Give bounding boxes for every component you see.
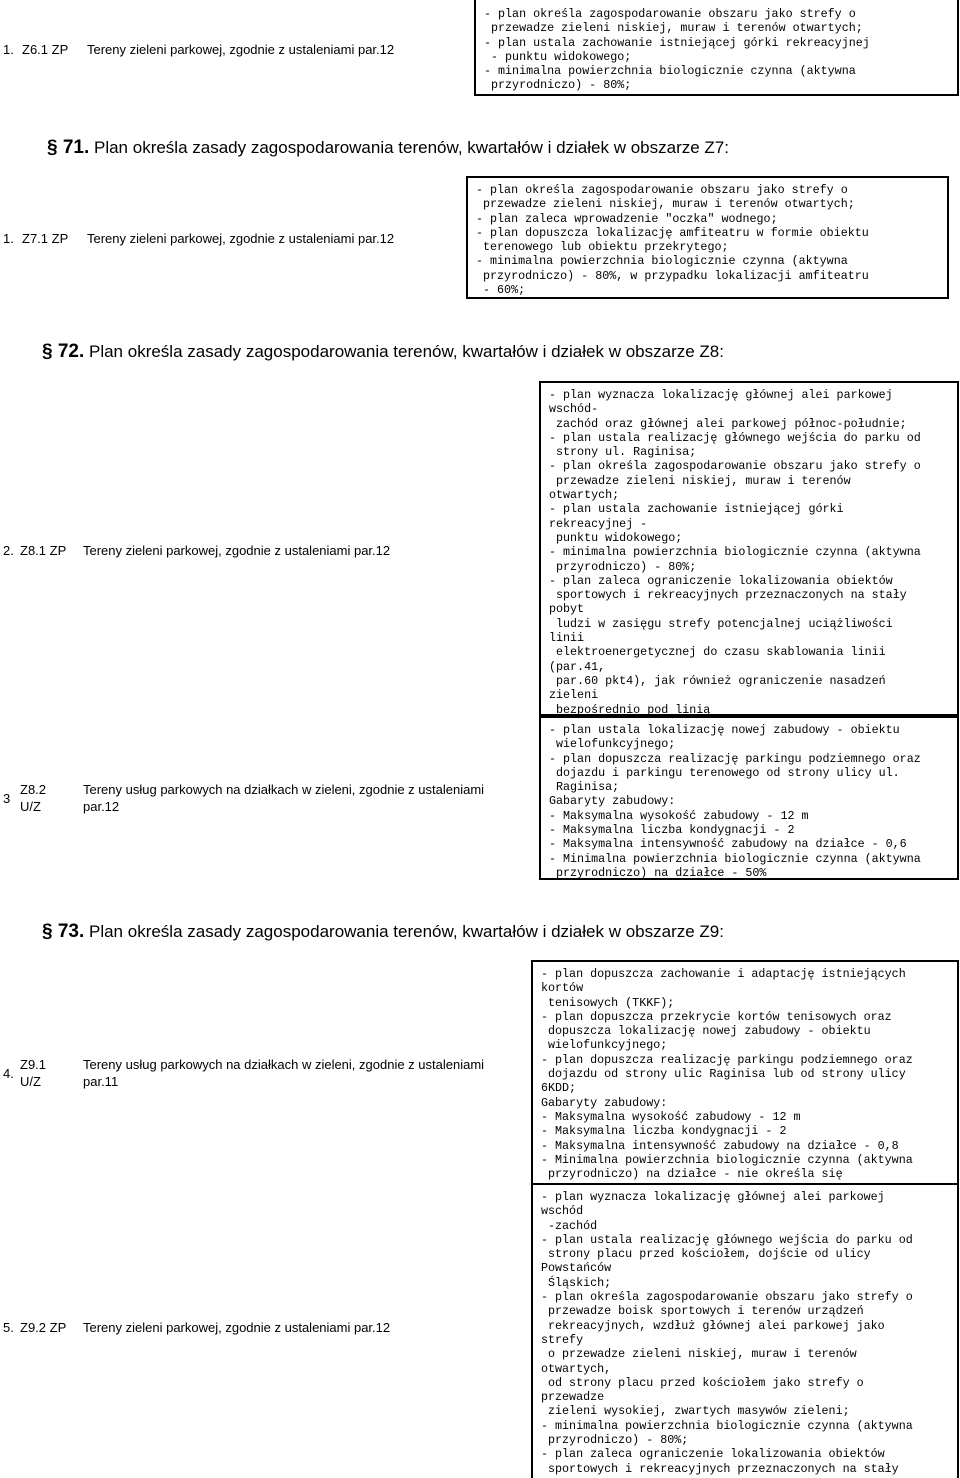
regulation-line: - Maksymalna liczba kondygnacji - 2 bbox=[549, 823, 795, 838]
regulation-line: - Maksymalna liczba kondygnacji - 2 bbox=[541, 1124, 787, 1139]
regulation-line: wschód bbox=[541, 1204, 584, 1219]
regulation-line: rekreacyjnych, wzdłuż głównej alei parkowej jako bbox=[541, 1318, 885, 1333]
regulation-line: linii bbox=[549, 631, 585, 646]
regulation-line: (par.41, bbox=[549, 659, 606, 674]
regulation-line: zieleni wysokiej, zwartych masywów zieleni; bbox=[541, 1404, 850, 1419]
zone-description: Tereny usług parkowych na działkach w zieleni, zgodnie z ustaleniami bbox=[83, 1057, 485, 1072]
section-title: Plan określa zasady zagospodarowania terenów, kwartałów i działek w obszarze Z9: bbox=[84, 922, 724, 941]
row-number: 4. bbox=[3, 1066, 14, 1081]
zone-description: Tereny zieleni parkowej, zgodnie z ustaleniami par.12 bbox=[87, 231, 395, 246]
zone-code: Z6.1 ZP bbox=[22, 42, 69, 57]
zone-description: Tereny zieleni parkowej, zgodnie z ustaleniami par.12 bbox=[83, 543, 391, 558]
regulation-line: par.60 pkt4), jak również ograniczenie nasadzeń bbox=[549, 673, 886, 688]
regulation-line: - plan dopuszcza realizację parkingu podziemnego oraz bbox=[549, 751, 921, 766]
regulation-line: wielofunkcyjnego; bbox=[549, 737, 676, 752]
regulation-line: - plan ustala zachowanie istniejącej górki bbox=[549, 502, 844, 517]
regulation-line: - plan ustala realizację głównego wejścia do parku od bbox=[549, 430, 921, 445]
regulation-line: - plan dopuszcza przekrycie kortów tenisowych oraz bbox=[541, 1009, 892, 1024]
section-number: § 71. bbox=[47, 137, 90, 158]
regulation-line: ludzi w zasięgu strefy potencjalnej uciążliwości bbox=[549, 616, 893, 631]
regulation-line: - plan zaleca ograniczenie lokalizowania obiektów bbox=[541, 1447, 885, 1462]
regulation-line: - Maksymalna wysokość zabudowy - 12 m bbox=[549, 808, 809, 823]
regulation-line: rekreacyjnej - bbox=[549, 516, 648, 531]
regulation-line: bezpośrednio pod linią bbox=[549, 702, 711, 717]
regulation-line: o przewadze zieleni niskiej, muraw i terenów bbox=[541, 1347, 857, 1362]
section-title: Plan określa zasady zagospodarowania terenów, kwartałów i działek w obszarze Z8: bbox=[84, 342, 724, 361]
row-number: 2. bbox=[3, 543, 14, 558]
regulation-line: sportowych i rekreacyjnych przeznaczonych na stały bbox=[549, 588, 907, 603]
regulation-line: przyrodniczo) - 80%; bbox=[549, 559, 697, 574]
regulation-line: kortów bbox=[541, 981, 584, 996]
section-title: Plan określa zasady zagospodarowania terenów, kwartałów i działek w obszarze Z7: bbox=[89, 138, 729, 157]
zone-code-suffix: U/Z bbox=[20, 1074, 41, 1089]
regulation-line: przyrodniczo) na działce - nie określa się bbox=[541, 1167, 843, 1182]
section-number: § 72. bbox=[42, 341, 85, 362]
regulation-line: strony placu przed kościołem, dojście od ulicy bbox=[541, 1247, 871, 1262]
regulation-line: - minimalna powierzchnia biologicznie czynna (aktywna bbox=[541, 1418, 913, 1433]
regulation-line: punktu widokowego; bbox=[549, 530, 683, 545]
section-heading-72 bbox=[42, 341, 724, 363]
regulation-line: - Maksymalna wysokość zabudowy - 12 m bbox=[541, 1109, 801, 1124]
regulation-line: - Minimalna powierzchnia biologicznie czynna (aktywna bbox=[549, 851, 921, 866]
regulation-line: zachód oraz głównej alei parkowej północ-południe; bbox=[549, 416, 907, 431]
regulation-line: - plan ustala lokalizację nowej zabudowy - obiektu bbox=[549, 723, 900, 737]
regulation-line: - minimalna powierzchnia biologicznie czynna (aktywna bbox=[549, 545, 921, 560]
regulation-line: przewadze boisk sportowych i terenów urządzeń bbox=[541, 1304, 864, 1319]
zone-code-suffix: U/Z bbox=[20, 799, 41, 814]
regulations-box-z9-2 bbox=[531, 1185, 959, 1478]
regulations-box-z8-2 bbox=[539, 716, 959, 880]
regulation-line: - plan ustala zachowanie istniejącej górki rekreacyjnej bbox=[484, 35, 870, 50]
regulation-line: dojazdu od strony ulic Raginisa lub od strony ulicy bbox=[541, 1067, 906, 1082]
zone-description: Tereny zieleni parkowej, zgodnie z ustaleniami par.12 bbox=[87, 42, 395, 57]
regulation-line: przewadze zieleni niskiej, muraw i terenów bbox=[549, 473, 851, 488]
row-number: 5. bbox=[3, 1320, 14, 1335]
regulations-box-z7-1 bbox=[466, 176, 949, 299]
zone-code: Z9.1 bbox=[20, 1057, 47, 1072]
zone-code: Z7.1 ZP bbox=[22, 231, 69, 246]
regulation-line: dopuszcza lokalizację nowej zabudowy - obiektu bbox=[541, 1024, 871, 1039]
zone-description-cont: par.12 bbox=[83, 799, 120, 814]
regulation-line: - plan wyznacza lokalizację głównej alei parkowej bbox=[549, 388, 893, 402]
regulation-line: - plan określa zagospodarowanie obszaru jako strefy o bbox=[484, 7, 856, 21]
regulation-line: - Maksymalna intensywność zabudowy na działce - 0,6 bbox=[549, 837, 907, 852]
regulation-line: - plan dopuszcza lokalizację amfiteatru w formie obiektu bbox=[476, 225, 869, 240]
regulation-line: Gabaryty zabudowy: bbox=[541, 1095, 668, 1110]
regulation-line: - minimalna powierzchnia biologicznie czynna (aktywna bbox=[484, 64, 856, 79]
row-number: 3 bbox=[3, 791, 11, 806]
zone-description: Tereny usług parkowych na działkach w zieleni, zgodnie z ustaleniami bbox=[83, 782, 485, 797]
regulation-line: - Maksymalna intensywność zabudowy na działce - 0,8 bbox=[541, 1138, 899, 1153]
regulation-line: - plan zaleca ograniczenie lokalizowania obiektów bbox=[549, 573, 893, 588]
regulation-line: terenowego lub obiektu przekrytego; bbox=[476, 240, 729, 255]
regulation-line: - plan dopuszcza zachowanie i adaptację istniejących bbox=[541, 967, 906, 981]
regulation-line: dojazdu i parkingu terenowego od strony ulicy ul. bbox=[549, 765, 900, 780]
regulations-box-z9-1 bbox=[531, 960, 959, 1185]
regulation-line: - plan zaleca wprowadzenie "oczka" wodnego; bbox=[476, 211, 778, 226]
regulation-line: strefy bbox=[541, 1332, 584, 1347]
zone-description: Tereny zieleni parkowej, zgodnie z ustaleniami par.12 bbox=[83, 1320, 391, 1335]
regulation-line: elektroenergetycznej do czasu skablowania linii bbox=[549, 645, 886, 660]
regulation-line: 6KDD; bbox=[541, 1081, 577, 1096]
regulation-line: przewadze zieleni niskiej, muraw i terenów otwartych; bbox=[484, 21, 863, 36]
zone-description-cont: par.11 bbox=[83, 1074, 119, 1089]
regulation-line: przyrodniczo) na działce - 50% bbox=[549, 865, 767, 880]
regulation-line: przyrodniczo) - 80%, w przypadku lokalizacji amfiteatru bbox=[476, 268, 869, 283]
regulation-line: Raginisa; bbox=[549, 780, 620, 795]
zone-code: Z9.2 ZP bbox=[20, 1320, 67, 1335]
regulation-line: - plan określa zagospodarowanie obszaru jako strefy o bbox=[541, 1290, 913, 1305]
section-heading-71 bbox=[47, 137, 729, 159]
regulations-box-z6-1 bbox=[474, 0, 959, 96]
regulation-line: - minimalna powierzchnia biologicznie czynna (aktywna bbox=[476, 254, 848, 269]
regulation-line: - punktu widokowego; bbox=[484, 49, 632, 64]
regulation-line: tenisowych (TKKF); bbox=[541, 995, 675, 1010]
regulation-line: zieleni bbox=[549, 688, 599, 703]
regulation-line: strony ul. Raginisa; bbox=[549, 445, 697, 460]
regulation-line: wielofunkcyjnego; bbox=[541, 1038, 668, 1053]
regulation-line: - 60%; bbox=[476, 283, 526, 298]
regulation-line: od strony placu przed kościołem jako strefy o bbox=[541, 1375, 864, 1390]
regulation-line: otwartych; bbox=[549, 488, 620, 503]
section-heading-73 bbox=[42, 921, 724, 943]
regulations-box-z8-1 bbox=[539, 381, 959, 716]
regulation-line: - plan ustala realizację głównego wejścia do parku od bbox=[541, 1232, 913, 1247]
regulation-line: - plan określa zagospodarowanie obszaru jako strefy o bbox=[549, 459, 921, 474]
regulation-line: sportowych i rekreacyjnych przeznaczonych na stały bbox=[541, 1461, 899, 1476]
regulation-line: wschód- bbox=[549, 402, 599, 417]
regulation-line: - plan określa zagospodarowanie obszaru jako strefy o bbox=[476, 183, 848, 197]
regulation-line: - plan dopuszcza realizację parkingu podziemnego oraz bbox=[541, 1052, 913, 1067]
regulation-line: pobyt bbox=[549, 602, 585, 617]
regulation-line: Gabaryty zabudowy: bbox=[549, 794, 676, 809]
regulation-line: przyrodniczo) - 80%; bbox=[541, 1433, 689, 1448]
row-number: 1. bbox=[3, 231, 14, 246]
regulation-line: -zachód bbox=[541, 1218, 598, 1233]
regulation-line: - Minimalna powierzchnia biologicznie czynna (aktywna bbox=[541, 1152, 913, 1167]
row-number: 1. bbox=[3, 42, 14, 57]
section-number: § 73. bbox=[42, 921, 85, 942]
regulation-line: Powstańców bbox=[541, 1261, 612, 1276]
regulation-line: - plan wyznacza lokalizację głównej alei parkowej bbox=[541, 1190, 885, 1204]
zone-code: Z8.2 bbox=[20, 782, 47, 797]
regulation-line: przewadze bbox=[541, 1390, 605, 1405]
regulation-line: Śląskich; bbox=[541, 1275, 612, 1290]
zone-code: Z8.1 ZP bbox=[20, 543, 67, 558]
regulation-line: otwartych, bbox=[541, 1361, 612, 1376]
regulation-line: przyrodniczo) - 80%; bbox=[484, 78, 632, 93]
regulation-line: przewadze zieleni niskiej, muraw i terenów otwartych; bbox=[476, 197, 855, 212]
